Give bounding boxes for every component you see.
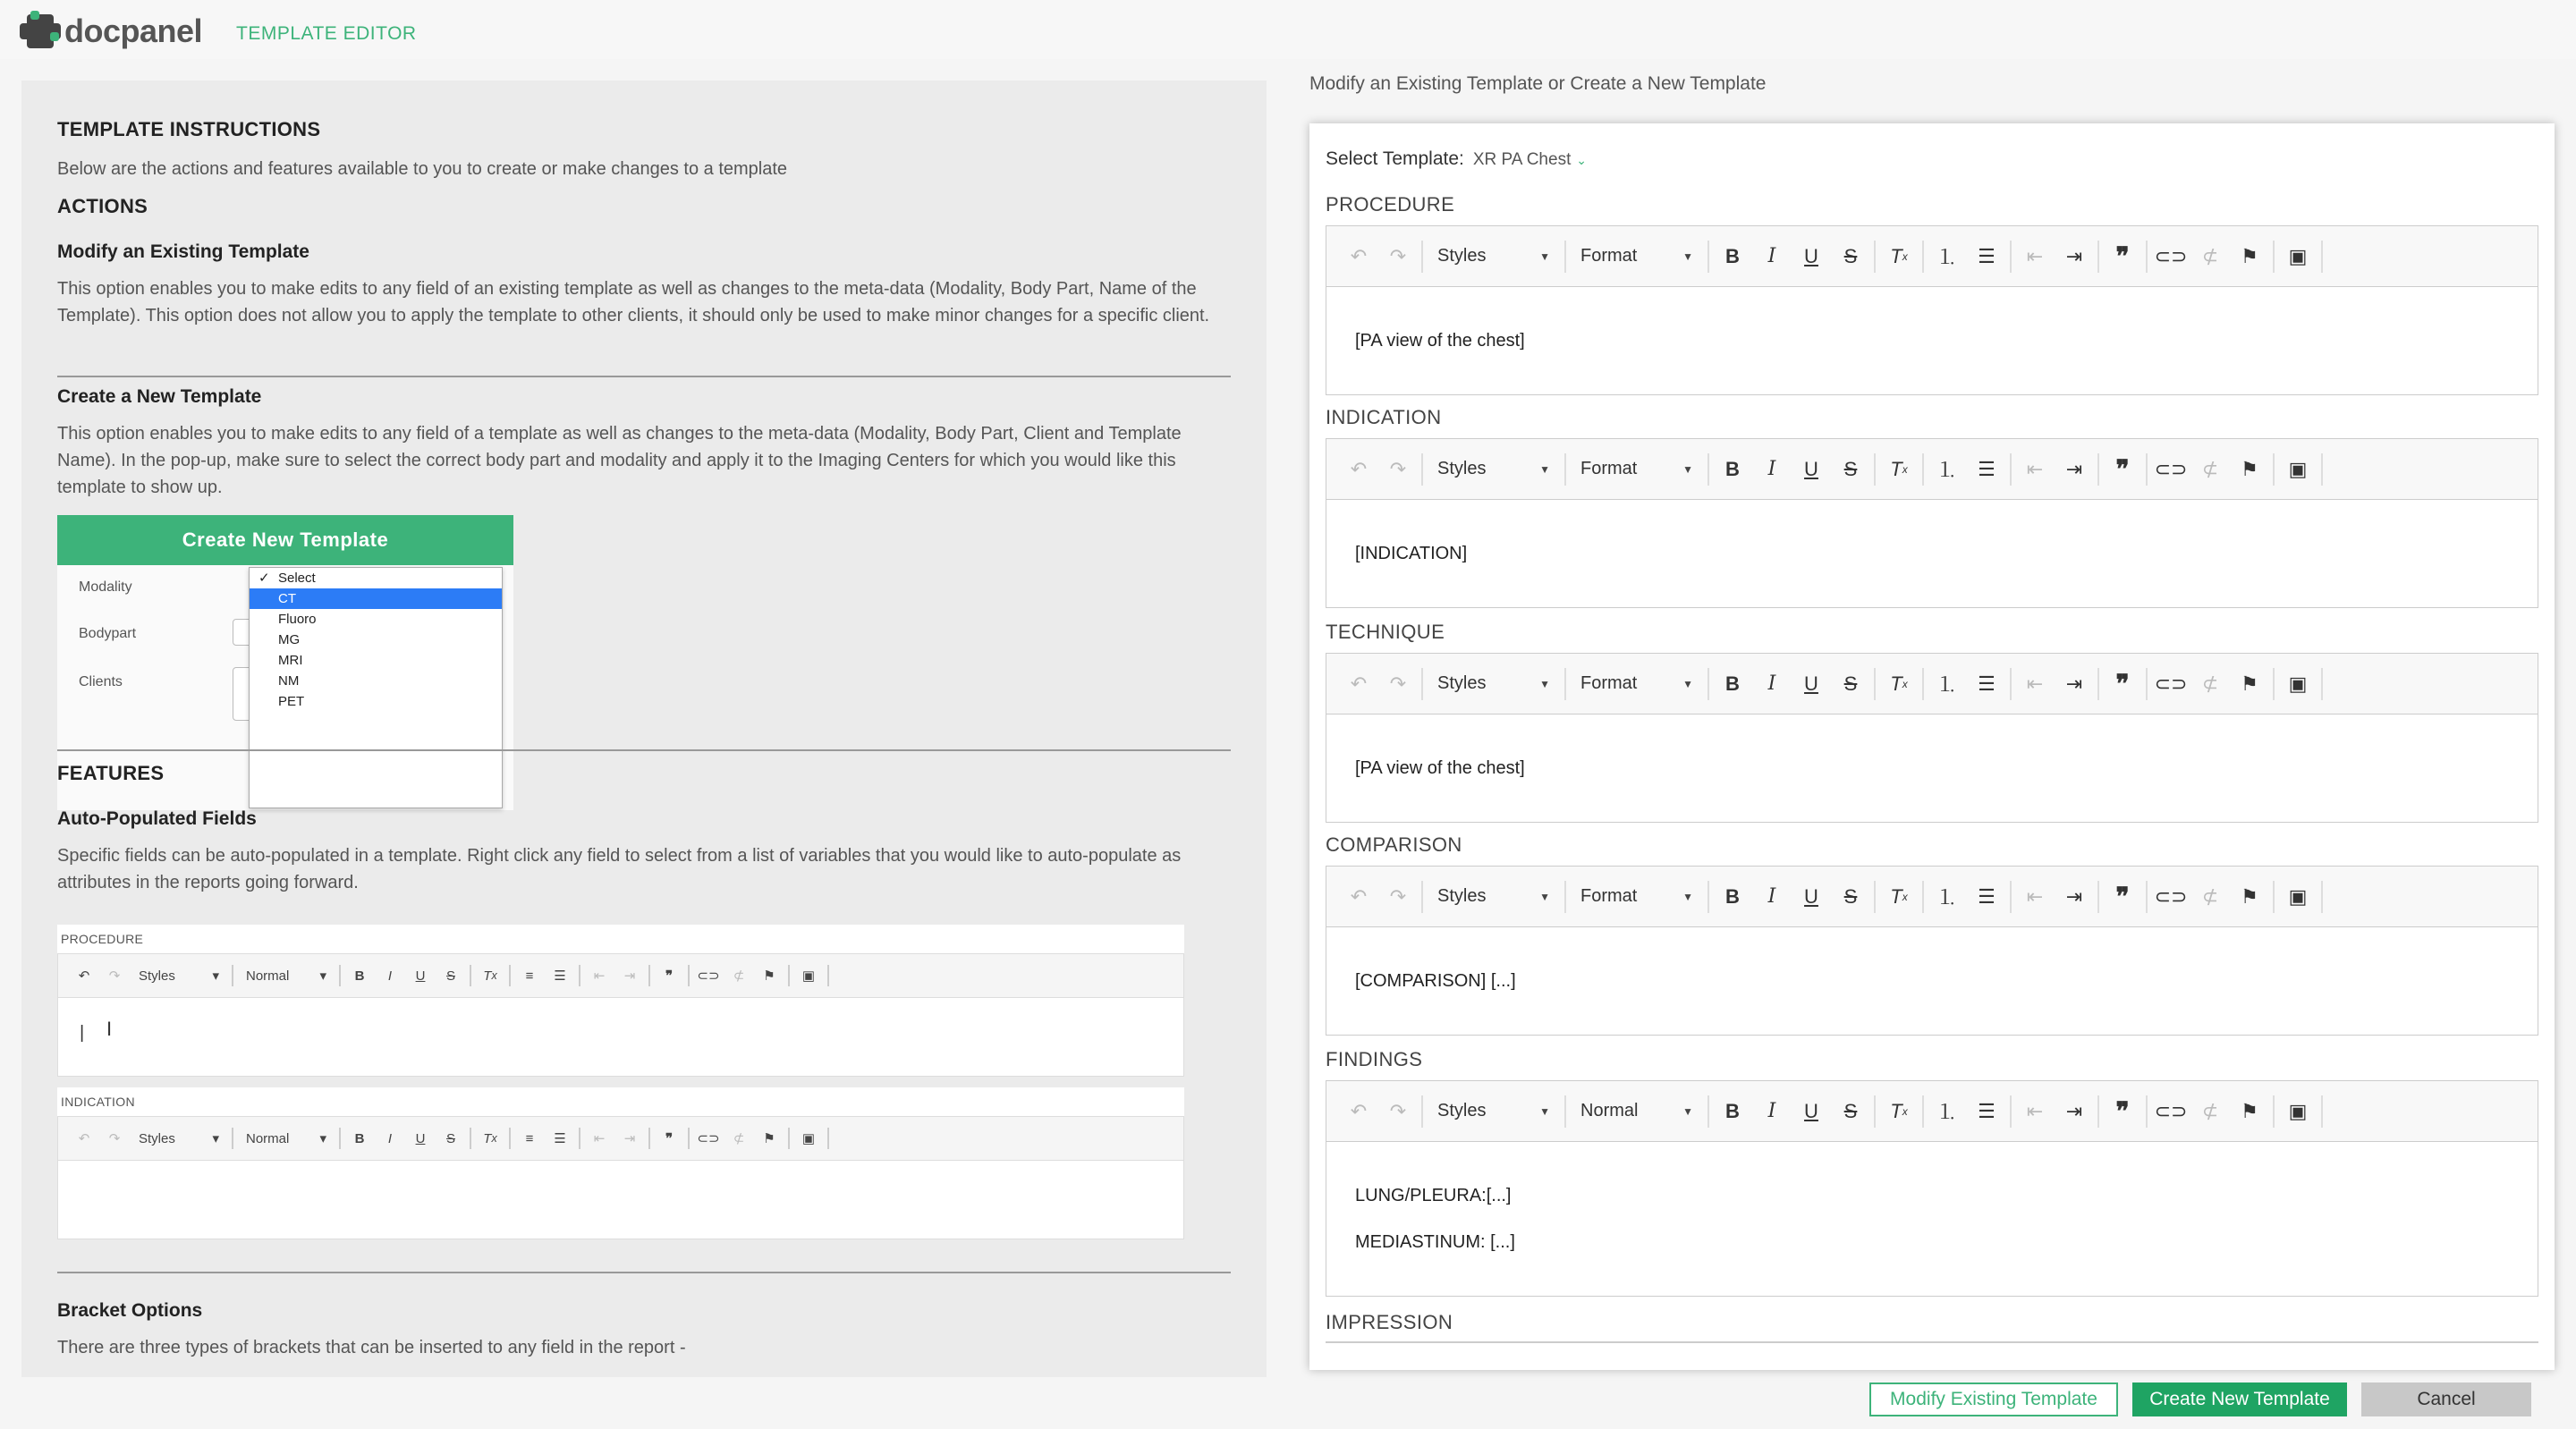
link-icon[interactable]: ⊂⊃ xyxy=(2154,672,2188,695)
numbered-list-icon[interactable]: ⒈ xyxy=(1936,459,1957,481)
caret-down-icon: ▼ xyxy=(1539,462,1550,476)
bulleted-list-icon[interactable]: ☰ xyxy=(1978,884,1996,908)
italic-icon[interactable]: I xyxy=(1767,245,1776,267)
editor-toolbar xyxy=(1326,867,2538,927)
content-line: [COMPARISON] [...] xyxy=(1355,971,1516,991)
bulleted-list-icon: ☰ xyxy=(554,968,566,984)
styles-dropdown-label: Styles xyxy=(1437,459,1487,478)
modify-existing-template-button[interactable]: Modify Existing Template xyxy=(1869,1382,2118,1416)
underline-icon[interactable]: U xyxy=(1804,884,1818,908)
bulleted-list-icon[interactable]: ☰ xyxy=(1978,457,1996,480)
remove-format-icon[interactable]: T x xyxy=(1890,457,1908,480)
undo-icon: ↶ xyxy=(78,968,90,984)
modality-option: CT xyxy=(250,588,502,609)
example-editor-procedure xyxy=(57,925,1184,1077)
unlink-icon[interactable]: ⊄ xyxy=(2201,1099,2219,1122)
editor-toolbar xyxy=(1326,226,2538,287)
content-line: LUNG/PLEURA:[...] xyxy=(1355,1186,1512,1205)
remove-format-icon[interactable]: T x xyxy=(1890,1099,1908,1122)
styles-dropdown: Styles ▾ xyxy=(139,968,219,984)
field-label: TECHNIQUE xyxy=(1326,621,1445,643)
checkmark-icon: ✓ xyxy=(258,571,270,586)
autopop-heading: Auto-Populated Fields xyxy=(57,808,257,829)
field-label: IMPRESSION xyxy=(1326,1311,1453,1333)
bulleted-list-icon[interactable]: ☰ xyxy=(1978,672,1996,695)
field-label: FINDINGS xyxy=(1326,1048,1423,1070)
anchor-flag-icon: ⚑ xyxy=(763,1131,775,1146)
rich-text-editor xyxy=(1326,1080,2538,1297)
unlink-icon[interactable]: ⊄ xyxy=(2201,244,2219,267)
redo-icon: ↷ xyxy=(108,968,121,984)
redo-icon: ↷ xyxy=(108,1131,121,1146)
underline-icon[interactable]: U xyxy=(1804,457,1818,480)
remove-format-icon[interactable]: T x xyxy=(1890,884,1908,908)
italic-icon: I xyxy=(387,968,393,984)
link-icon[interactable]: ⊂⊃ xyxy=(2154,1099,2188,1122)
create-heading: Create a New Template xyxy=(57,386,262,407)
underline-icon[interactable]: U xyxy=(1804,244,1818,267)
instructions-heading: TEMPLATE INSTRUCTIONS xyxy=(57,118,321,140)
format-dropdown[interactable] xyxy=(1570,239,1704,275)
caret-down-icon: ▼ xyxy=(1682,462,1693,476)
field-label: COMPARISON xyxy=(1326,833,1462,856)
link-icon: ⊂⊃ xyxy=(697,968,720,984)
bracket-heading: Bracket Options xyxy=(57,1300,203,1321)
remove-format-icon[interactable]: T x xyxy=(1890,672,1908,695)
unlink-icon[interactable]: ⊄ xyxy=(2201,672,2219,695)
modality-option: MRI xyxy=(278,653,303,668)
example-toolbar xyxy=(57,953,1184,998)
redo-icon[interactable]: ↷ xyxy=(1389,672,1407,695)
numbered-list-icon[interactable]: ⒈ xyxy=(1936,246,1957,268)
anchor-flag-icon[interactable]: ⚑ xyxy=(2241,884,2258,908)
format-dropdown[interactable] xyxy=(1570,879,1704,915)
puzzle-logo-icon xyxy=(20,11,61,52)
template-selector[interactable] xyxy=(1326,148,1587,170)
caret-down-icon: ▼ xyxy=(1682,249,1693,263)
divider xyxy=(57,749,1231,751)
instructions-panel xyxy=(21,80,1267,1377)
blockquote-icon[interactable]: ❞ xyxy=(2115,883,2130,910)
strikethrough-icon[interactable]: S xyxy=(1843,457,1858,480)
italic-icon[interactable]: I xyxy=(1767,1100,1776,1122)
bulleted-list-icon[interactable]: ☰ xyxy=(1978,1099,1996,1122)
features-heading: FEATURES xyxy=(57,762,165,784)
redo-icon[interactable]: ↷ xyxy=(1389,457,1407,480)
image-icon[interactable]: ▣ xyxy=(2288,884,2308,908)
modality-option: PET xyxy=(278,694,305,709)
field-procedure xyxy=(1326,193,2538,395)
unlink-icon: ⊄ xyxy=(733,968,745,984)
header xyxy=(0,0,2576,59)
image-icon[interactable]: ▣ xyxy=(2288,457,2308,480)
format-dropdown[interactable] xyxy=(1570,1094,1704,1129)
italic-icon: I xyxy=(387,1130,393,1146)
strikethrough-icon[interactable]: S xyxy=(1843,672,1858,695)
styles-dropdown-label: Styles xyxy=(1437,246,1487,266)
modality-option: Fluoro xyxy=(278,612,317,627)
divider xyxy=(57,376,1231,377)
bold-icon[interactable]: B xyxy=(1725,672,1740,695)
anchor-flag-icon: ⚑ xyxy=(763,968,775,984)
bracket-text: There are three types of brackets that can be inserted to any field in the report - xyxy=(57,1338,686,1357)
redo-icon[interactable]: ↷ xyxy=(1389,244,1407,267)
blockquote-icon: ❞ xyxy=(665,968,674,984)
text-cursor-icon: | xyxy=(80,1023,85,1043)
styles-dropdown-label: Styles xyxy=(1437,886,1487,906)
anchor-flag-icon[interactable]: ⚑ xyxy=(2241,672,2258,695)
editor-toolbar xyxy=(1326,439,2538,500)
undo-icon[interactable]: ↶ xyxy=(1350,1099,1368,1122)
blockquote-icon[interactable]: ❞ xyxy=(2115,1097,2130,1125)
bulleted-list-icon[interactable]: ☰ xyxy=(1978,244,1996,267)
modality-label: Modality xyxy=(79,579,132,595)
editor-toolbar xyxy=(1326,654,2538,714)
redo-icon[interactable]: ↷ xyxy=(1389,884,1407,908)
format-dropdown-label: Format xyxy=(1580,246,1638,266)
format-dropdown-label: Normal xyxy=(1580,1101,1639,1120)
link-icon: ⊂⊃ xyxy=(697,1131,720,1146)
strikethrough-icon[interactable]: S xyxy=(1843,244,1858,267)
editor-content[interactable] xyxy=(1326,500,2538,607)
blockquote-icon[interactable]: ❞ xyxy=(2115,455,2130,483)
image-icon: ▣ xyxy=(801,968,816,984)
outdent-icon: ⇤ xyxy=(593,1131,606,1146)
example-editor-label: PROCEDURE xyxy=(61,932,144,946)
undo-icon: ↶ xyxy=(78,1131,90,1146)
create-text: This option enables you to make edits to any field of a template as well as changes to the meta-data (Modality, Body Part, Client and Template Name). In the pop-up, make sure to select the correct body part and modality and apply it to the Imaging Centers for which you would like this template to show up. xyxy=(57,424,1182,497)
underline-icon[interactable]: U xyxy=(1804,1099,1818,1122)
italic-icon[interactable]: I xyxy=(1767,885,1776,908)
content-line: [PA view of the chest] xyxy=(1355,331,1525,351)
bold-icon: B xyxy=(354,1130,365,1146)
remove-format-icon[interactable]: T x xyxy=(1890,244,1908,267)
indent-icon[interactable]: ⇥ xyxy=(2065,1099,2083,1122)
unlink-icon[interactable]: ⊄ xyxy=(2201,884,2219,908)
outdent-icon[interactable]: ⇤ xyxy=(2026,457,2044,480)
bulleted-list-icon: ☰ xyxy=(554,1131,566,1146)
strikethrough-icon[interactable]: S xyxy=(1843,884,1858,908)
redo-icon[interactable]: ↷ xyxy=(1389,1099,1407,1122)
styles-dropdown[interactable] xyxy=(1427,452,1561,487)
styles-dropdown-label: Styles xyxy=(1437,1101,1487,1120)
caret-down-icon: ▼ xyxy=(1539,890,1550,903)
bodypart-label: Bodypart xyxy=(79,626,137,641)
cancel-button[interactable]: Cancel xyxy=(2361,1382,2531,1416)
logo-text: docpanel xyxy=(64,13,203,49)
numbered-list-icon[interactable]: ⒈ xyxy=(1936,1101,1957,1123)
image-icon[interactable]: ▣ xyxy=(2288,1099,2308,1122)
caret-down-icon: ▼ xyxy=(1682,1104,1693,1118)
field-label: PROCEDURE xyxy=(1326,193,1455,216)
outdent-icon[interactable]: ⇤ xyxy=(2026,672,2044,695)
caret-down-icon: ▼ xyxy=(1682,677,1693,690)
format-dropdown: Normal ▾ xyxy=(246,968,326,984)
content-line: [PA view of the chest] xyxy=(1355,758,1525,778)
editor-content[interactable] xyxy=(1326,714,2538,822)
format-dropdown[interactable] xyxy=(1570,452,1704,487)
format-dropdown-label: Format xyxy=(1580,673,1638,693)
link-icon[interactable]: ⊂⊃ xyxy=(2154,884,2188,908)
remove-format-icon: T x xyxy=(483,1130,497,1146)
styles-dropdown: Styles ▾ xyxy=(139,1130,219,1146)
content-line: [INDICATION] xyxy=(1355,544,1468,563)
indent-icon[interactable]: ⇥ xyxy=(2065,672,2083,695)
editor-panel-title: Modify an Existing Template or Create a New Template xyxy=(1309,73,1767,94)
blockquote-icon[interactable]: ❞ xyxy=(2115,670,2130,698)
bold-icon: B xyxy=(354,968,365,984)
unlink-icon: ⊄ xyxy=(733,1131,745,1146)
anchor-flag-icon[interactable]: ⚑ xyxy=(2241,457,2258,480)
page-title: TEMPLATE EDITOR xyxy=(236,23,417,44)
example-toolbar xyxy=(57,1116,1184,1161)
strikethrough-icon: S xyxy=(445,968,455,984)
bold-icon[interactable]: B xyxy=(1725,244,1740,267)
modality-option: MG xyxy=(278,632,301,647)
undo-icon[interactable]: ↶ xyxy=(1350,672,1368,695)
anchor-flag-icon[interactable]: ⚑ xyxy=(2241,244,2258,267)
editor-toolbar xyxy=(1326,1081,2538,1142)
underline-icon: U xyxy=(415,968,426,984)
numbered-list-icon[interactable]: ⒈ xyxy=(1936,886,1957,909)
editor-content[interactable] xyxy=(1326,1142,2538,1296)
outdent-icon: ⇤ xyxy=(593,968,606,984)
indent-icon[interactable]: ⇥ xyxy=(2065,884,2083,908)
underline-icon[interactable]: U xyxy=(1804,672,1818,695)
styles-dropdown[interactable] xyxy=(1427,1094,1561,1129)
blockquote-icon: ❞ xyxy=(665,1131,674,1146)
format-dropdown-label: Format xyxy=(1580,886,1638,906)
anchor-flag-icon[interactable]: ⚑ xyxy=(2241,1099,2258,1122)
caret-down-icon: ▼ xyxy=(1682,890,1693,903)
undo-icon[interactable]: ↶ xyxy=(1350,244,1368,267)
caret-down-icon: ▼ xyxy=(1539,1104,1550,1118)
example-editor-label: INDICATION xyxy=(61,1095,135,1109)
strikethrough-icon: S xyxy=(445,1130,455,1146)
remove-format-icon: T x xyxy=(483,968,497,984)
ibeam-cursor-icon: I xyxy=(106,1018,113,1040)
rich-text-editor xyxy=(1326,225,2538,395)
example-editor-body xyxy=(57,998,1184,1077)
create-new-template-button[interactable]: Create New Template xyxy=(2132,1382,2347,1416)
select-template-value[interactable]: XR PA Chest xyxy=(1472,150,1572,169)
example-editor-indication xyxy=(57,1087,1184,1239)
format-dropdown-label: Format xyxy=(1580,459,1638,478)
modality-option: ✓ Select xyxy=(250,568,502,588)
template-editor-panel xyxy=(1309,123,2555,1370)
indent-icon[interactable]: ⇥ xyxy=(2065,244,2083,267)
unlink-icon[interactable]: ⊄ xyxy=(2201,457,2219,480)
image-icon[interactable]: ▣ xyxy=(2288,672,2308,695)
numbered-list-icon[interactable]: ⒈ xyxy=(1936,673,1957,696)
styles-dropdown[interactable] xyxy=(1427,239,1561,275)
select-template-label: Select Template: xyxy=(1326,148,1464,169)
example-editor-body xyxy=(57,1161,1184,1239)
outdent-icon[interactable]: ⇤ xyxy=(2026,1099,2044,1122)
impression-field xyxy=(1326,1311,2538,1343)
styles-dropdown-label: Styles xyxy=(1437,673,1487,693)
modality-option: NM xyxy=(278,673,300,689)
indent-icon: ⇥ xyxy=(623,968,636,984)
blockquote-icon[interactable]: ❞ xyxy=(2115,242,2130,270)
indent-icon[interactable]: ⇥ xyxy=(2065,457,2083,480)
modify-heading: Modify an Existing Template xyxy=(57,241,309,262)
format-dropdown: Normal ▾ xyxy=(246,1130,326,1146)
modify-text: This option enables you to make edits to any field of an existing template as well as changes to the meta-data (Modality, Body Part, Name of the Template). This option does not allow you to apply the template to other clients, it should only be used to make minor changes for a specific client. xyxy=(57,279,1210,326)
field-findings xyxy=(1326,1048,2538,1297)
bold-icon[interactable]: B xyxy=(1725,884,1740,908)
docpanel-logo[interactable] xyxy=(20,11,202,52)
styles-dropdown[interactable] xyxy=(1427,666,1561,702)
format-dropdown[interactable] xyxy=(1570,666,1704,702)
outdent-icon[interactable]: ⇤ xyxy=(2026,884,2044,908)
strikethrough-icon[interactable]: S xyxy=(1843,1099,1858,1122)
undo-icon[interactable]: ↶ xyxy=(1350,457,1368,480)
indent-icon: ⇥ xyxy=(623,1131,636,1146)
field-comparison xyxy=(1326,833,2538,1036)
instructions-text: Below are the actions and features available to you to create or make changes to a template xyxy=(57,159,788,179)
divider xyxy=(57,1272,1231,1273)
actions-heading: ACTIONS xyxy=(57,195,148,217)
field-label: INDICATION xyxy=(1326,406,1442,428)
field-technique xyxy=(1326,621,2538,823)
image-icon[interactable]: ▣ xyxy=(2288,244,2308,267)
numbered-list-icon: ≡ xyxy=(525,1130,534,1146)
caret-down-icon: ▼ xyxy=(1539,677,1550,690)
content-line: MEDIASTINUM: [...] xyxy=(1355,1232,1515,1252)
link-icon[interactable]: ⊂⊃ xyxy=(2154,457,2188,480)
italic-icon[interactable]: I xyxy=(1767,672,1776,695)
numbered-list-icon: ≡ xyxy=(525,968,534,984)
rich-text-editor xyxy=(1326,866,2538,1036)
rich-text-editor xyxy=(1326,653,2538,823)
image-icon: ▣ xyxy=(801,1131,816,1146)
field-indication xyxy=(1326,406,2538,608)
bold-icon[interactable]: B xyxy=(1725,1099,1740,1122)
editor-content[interactable] xyxy=(1326,927,2538,1035)
autopop-text: Specific fields can be auto-populated in a template. Right click any field to select from a list of variables that you would like to auto-populate as attributes in the reports going forward. xyxy=(57,846,1182,892)
rich-text-editor xyxy=(1326,438,2538,608)
outdent-icon[interactable]: ⇤ xyxy=(2026,244,2044,267)
caret-down-icon: ▼ xyxy=(1539,249,1550,263)
undo-icon[interactable]: ↶ xyxy=(1350,884,1368,908)
bold-icon[interactable]: B xyxy=(1725,457,1740,480)
editor-content[interactable] xyxy=(1326,287,2538,394)
create-new-template-example-button: Create New Template xyxy=(57,515,513,565)
underline-icon: U xyxy=(415,1130,426,1146)
clients-label: Clients xyxy=(79,674,123,689)
styles-dropdown[interactable] xyxy=(1427,879,1561,915)
chevron-down-icon[interactable]: ⌄ xyxy=(1576,153,1587,167)
link-icon[interactable]: ⊂⊃ xyxy=(2154,244,2188,267)
italic-icon[interactable]: I xyxy=(1767,458,1776,480)
